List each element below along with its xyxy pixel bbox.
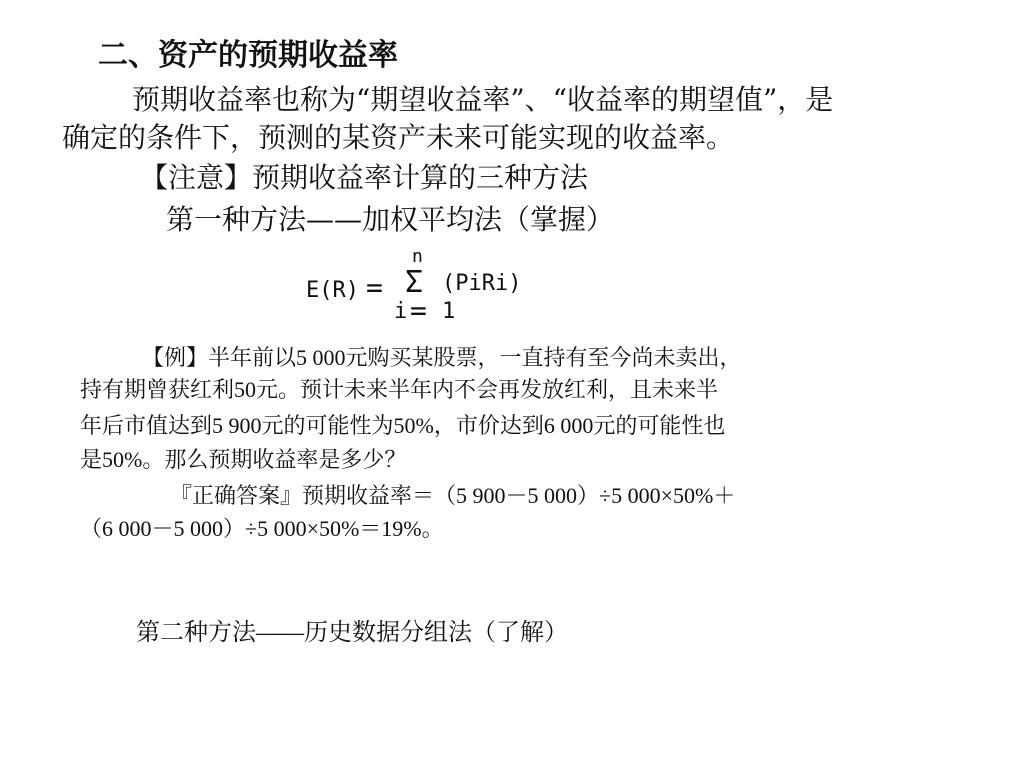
example-line-1: 【例】半年前以5 000元购买某股票，一直持有至今尚未卖出， <box>142 345 742 370</box>
answer-line-1: 『正确答案』预期收益率＝（5 900－5 000）÷5 000×50%＋ <box>170 483 736 508</box>
formula-lhs: E(R) <box>306 278 359 303</box>
answer-line-2: （6 000－5 000）÷5 000×50%＝19%。 <box>80 516 444 541</box>
formula-lower-limit-val: 1 <box>442 299 456 324</box>
example-line-4: 是50%。那么预期收益率是多少？ <box>80 447 407 472</box>
formula-term: (PiRi) <box>442 271 522 296</box>
formula-equals: = <box>366 271 383 304</box>
formula-sum-symbol: Σ <box>405 265 424 300</box>
formula-graphic <box>302 248 542 324</box>
note-heading: 【注意】预期收益率计算的三种方法 <box>140 161 589 194</box>
expected-return-formula <box>302 248 542 324</box>
formula-lower-limit-eq: = <box>410 294 427 324</box>
definition-line-1: 预期收益率也称为“期望收益率”、“收益率的期望值”，是 <box>132 83 834 116</box>
formula-upper-limit: n <box>412 248 423 267</box>
example-line-3: 年后市值达到5 900元的可能性为50%，市价达到6 000元的可能性也 <box>80 413 726 438</box>
formula-lower-limit-var: i <box>394 299 408 324</box>
example-line-2: 持有期曾获红利50元。预计未来半年内不会再发放红利，且未来半 <box>80 377 719 402</box>
method-2-heading: 第二种方法——历史数据分组法（了解） <box>136 620 568 646</box>
definition-line-2: 确定的条件下，预测的某资产未来可能实现的收益率。 <box>62 121 735 154</box>
method-1-heading: 第一种方法——加权平均法（掌握） <box>166 203 615 236</box>
section-title: 二、资产的预期收益率 <box>98 38 398 73</box>
